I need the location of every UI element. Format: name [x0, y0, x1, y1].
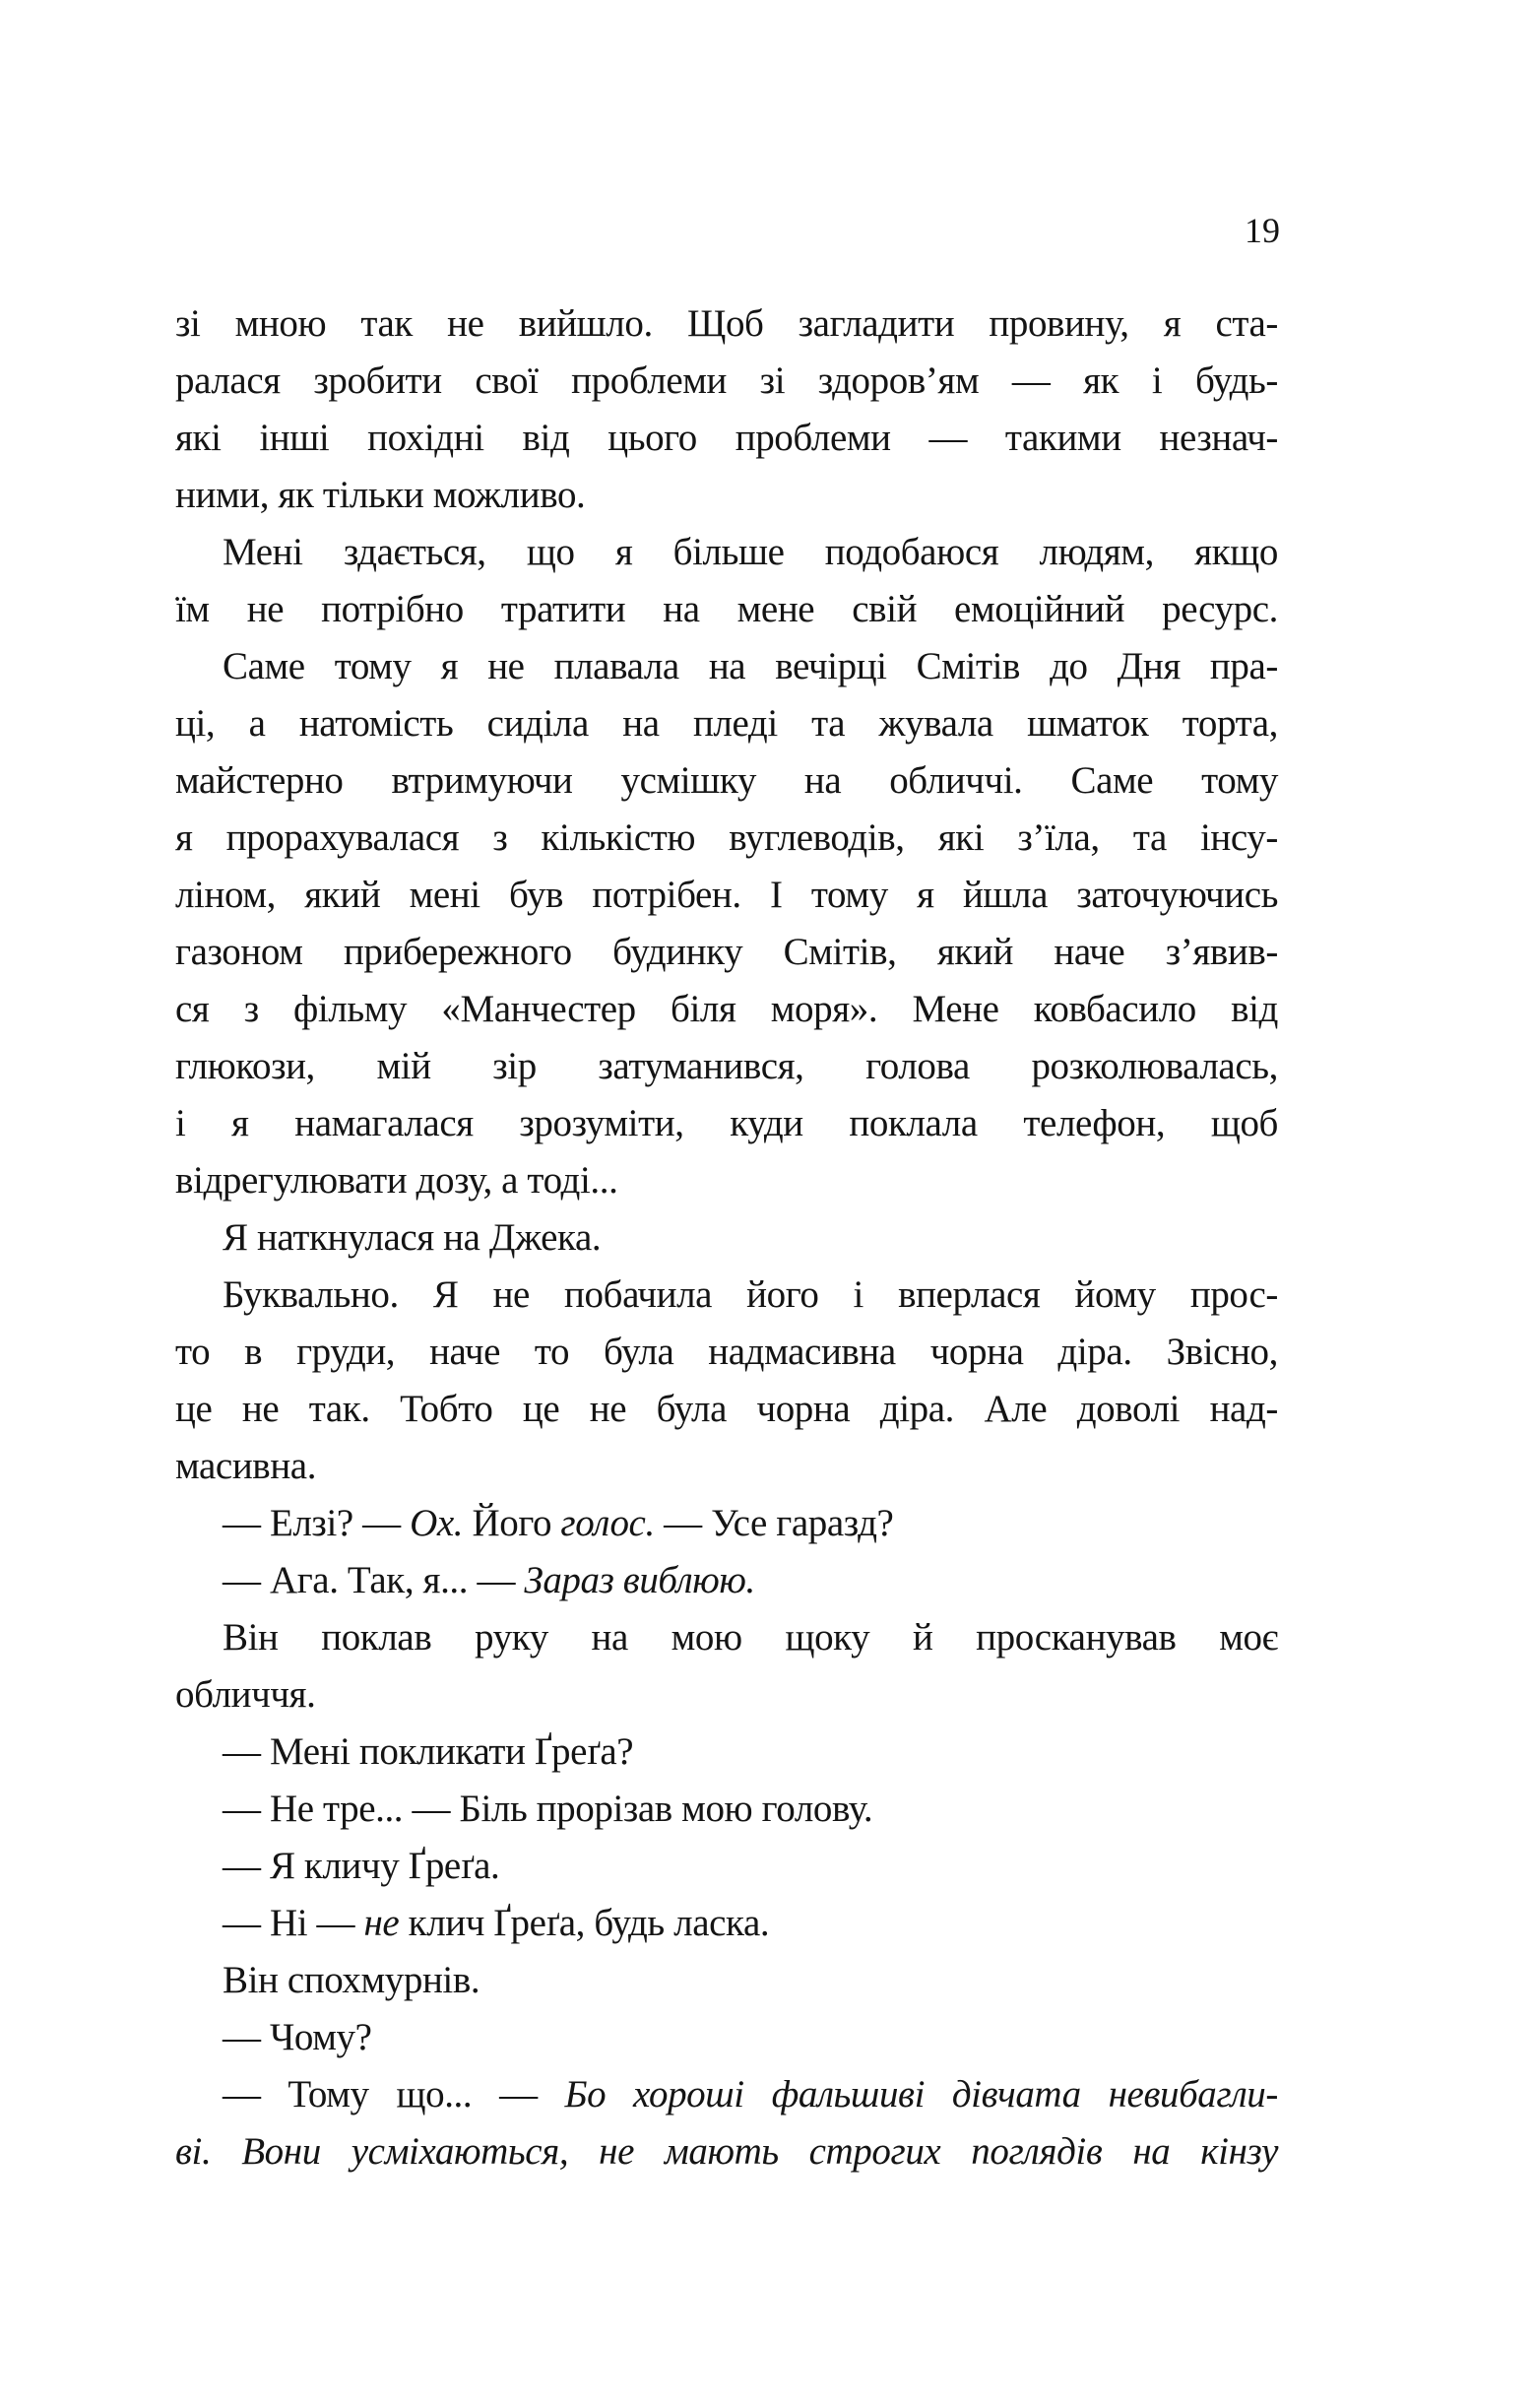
text-line	[175, 752, 1278, 810]
text-segment: ся з фільму «Манчестер біля моря». Мене ковбасило від	[175, 988, 1278, 1030]
text-segment: Мені здається, що я більше подобаюся людям, якщо	[223, 531, 1278, 573]
page-number: 19	[1245, 211, 1280, 250]
text-line	[175, 467, 1278, 524]
italic-text-segment: Ох.	[410, 1502, 464, 1544]
text-line	[175, 1095, 1278, 1152]
italic-text-segment: не	[363, 1902, 400, 1944]
text-line	[175, 2123, 1278, 2180]
text-line	[175, 1781, 1278, 1838]
text-line	[175, 867, 1278, 924]
text-segment: — Тому що... —	[223, 2073, 565, 2115]
text-segment: — Не тре... — Біль прорізав мою голову.	[223, 1788, 873, 1830]
text-segment: клич Ґреґа, будь ласка.	[399, 1902, 770, 1944]
text-segment: це не так. Тобто це не була чорна діра. Але доволі над-	[175, 1388, 1278, 1430]
text-segment: масивна.	[175, 1445, 317, 1487]
text-segment: — Мені покликати Ґреґа?	[223, 1730, 634, 1773]
text-segment: зі мною так не вийшло. Щоб загладити провину, я ста-	[175, 302, 1278, 345]
text-segment: глюкози, мій зір затуманився, голова розколювалась,	[175, 1045, 1278, 1087]
text-line	[175, 1724, 1278, 1781]
text-line	[175, 2009, 1278, 2066]
text-line	[175, 410, 1278, 467]
text-segment: — Ага. Так, я... —	[223, 1559, 525, 1601]
text-segment: — Ні —	[223, 1902, 364, 1944]
text-segment: відрегулювати дозу, а тоді...	[175, 1159, 618, 1202]
italic-text-segment: Бо хороші фальшиві дівчата невибагли-	[564, 2073, 1278, 2115]
text-line	[175, 1838, 1278, 1895]
text-segment: майстерно втримуючи усмішку на обличчі. Саме тому	[175, 759, 1278, 802]
text-line	[175, 1267, 1278, 1324]
text-segment: ліном, який мені був потрібен. І тому я йшла заточуючись	[175, 874, 1278, 916]
text-segment: Він спохмурнів.	[223, 1959, 480, 2001]
text-line	[175, 1552, 1278, 1609]
text-segment: ці, а натомість сиділа на пледі та жувала шматок торта,	[175, 702, 1278, 745]
text-segment: ралася зробити свої проблеми зі здоров’ям — як і будь-	[175, 359, 1278, 402]
text-line	[175, 1952, 1278, 2009]
text-segment: Я наткнулася на Джека.	[223, 1216, 602, 1259]
text-segment: Буквально. Я не побачила його і вперлася йому прос-	[223, 1273, 1278, 1316]
text-segment: — Чому?	[223, 2016, 372, 2058]
text-line	[175, 810, 1278, 867]
text-line	[175, 695, 1278, 752]
text-line	[175, 295, 1278, 353]
text-block	[175, 295, 1278, 2180]
text-line	[175, 1209, 1278, 1267]
text-line	[175, 981, 1278, 1038]
text-segment: Саме тому я не плавала на вечірці Смітів до Дня пра-	[223, 645, 1278, 687]
italic-text-segment: Зараз виблюю.	[524, 1559, 755, 1601]
text-line	[175, 924, 1278, 981]
text-segment: Його	[463, 1502, 561, 1544]
text-segment: і я намагалася зрозуміти, куди поклала телефон, щоб	[175, 1102, 1278, 1144]
text-line	[175, 353, 1278, 410]
text-line	[175, 1324, 1278, 1381]
italic-text-segment: голос.	[560, 1502, 655, 1544]
text-segment: ними, як тільки можливо.	[175, 474, 586, 516]
text-line	[175, 581, 1278, 638]
text-line	[175, 524, 1278, 581]
text-segment: я прорахувалася з кількістю вуглеводів, які з’їла, та інсу-	[175, 816, 1278, 859]
text-line	[175, 1381, 1278, 1438]
text-segment: газоном прибережного будинку Смітів, який наче з’явив-	[175, 931, 1278, 973]
text-segment: то в груди, наче то була надмасивна чорна діра. Звісно,	[175, 1331, 1278, 1373]
text-segment: — Я кличу Ґреґа.	[223, 1845, 500, 1887]
text-line	[175, 1152, 1278, 1209]
text-line	[175, 1666, 1278, 1724]
text-segment: обличчя.	[175, 1673, 316, 1716]
italic-text-segment: ві. Вони усміхаються, не мають строгих поглядів на кінзу	[175, 2130, 1278, 2173]
text-line	[175, 1609, 1278, 1666]
text-segment: Він поклав руку на мою щоку й просканував моє	[223, 1616, 1278, 1659]
text-segment: які інші похідні від цього проблеми — такими незнач-	[175, 417, 1278, 459]
text-segment: — Елзі? —	[223, 1502, 411, 1544]
text-line	[175, 1495, 1278, 1552]
text-line	[175, 638, 1278, 695]
text-line	[175, 2066, 1278, 2123]
text-line	[175, 1438, 1278, 1495]
text-line	[175, 1895, 1278, 1952]
text-segment: — Усе гаразд?	[654, 1502, 894, 1544]
text-segment: їм не потрібно тратити на мене свій емоційний ресурс.	[175, 588, 1278, 630]
text-line	[175, 1038, 1278, 1095]
